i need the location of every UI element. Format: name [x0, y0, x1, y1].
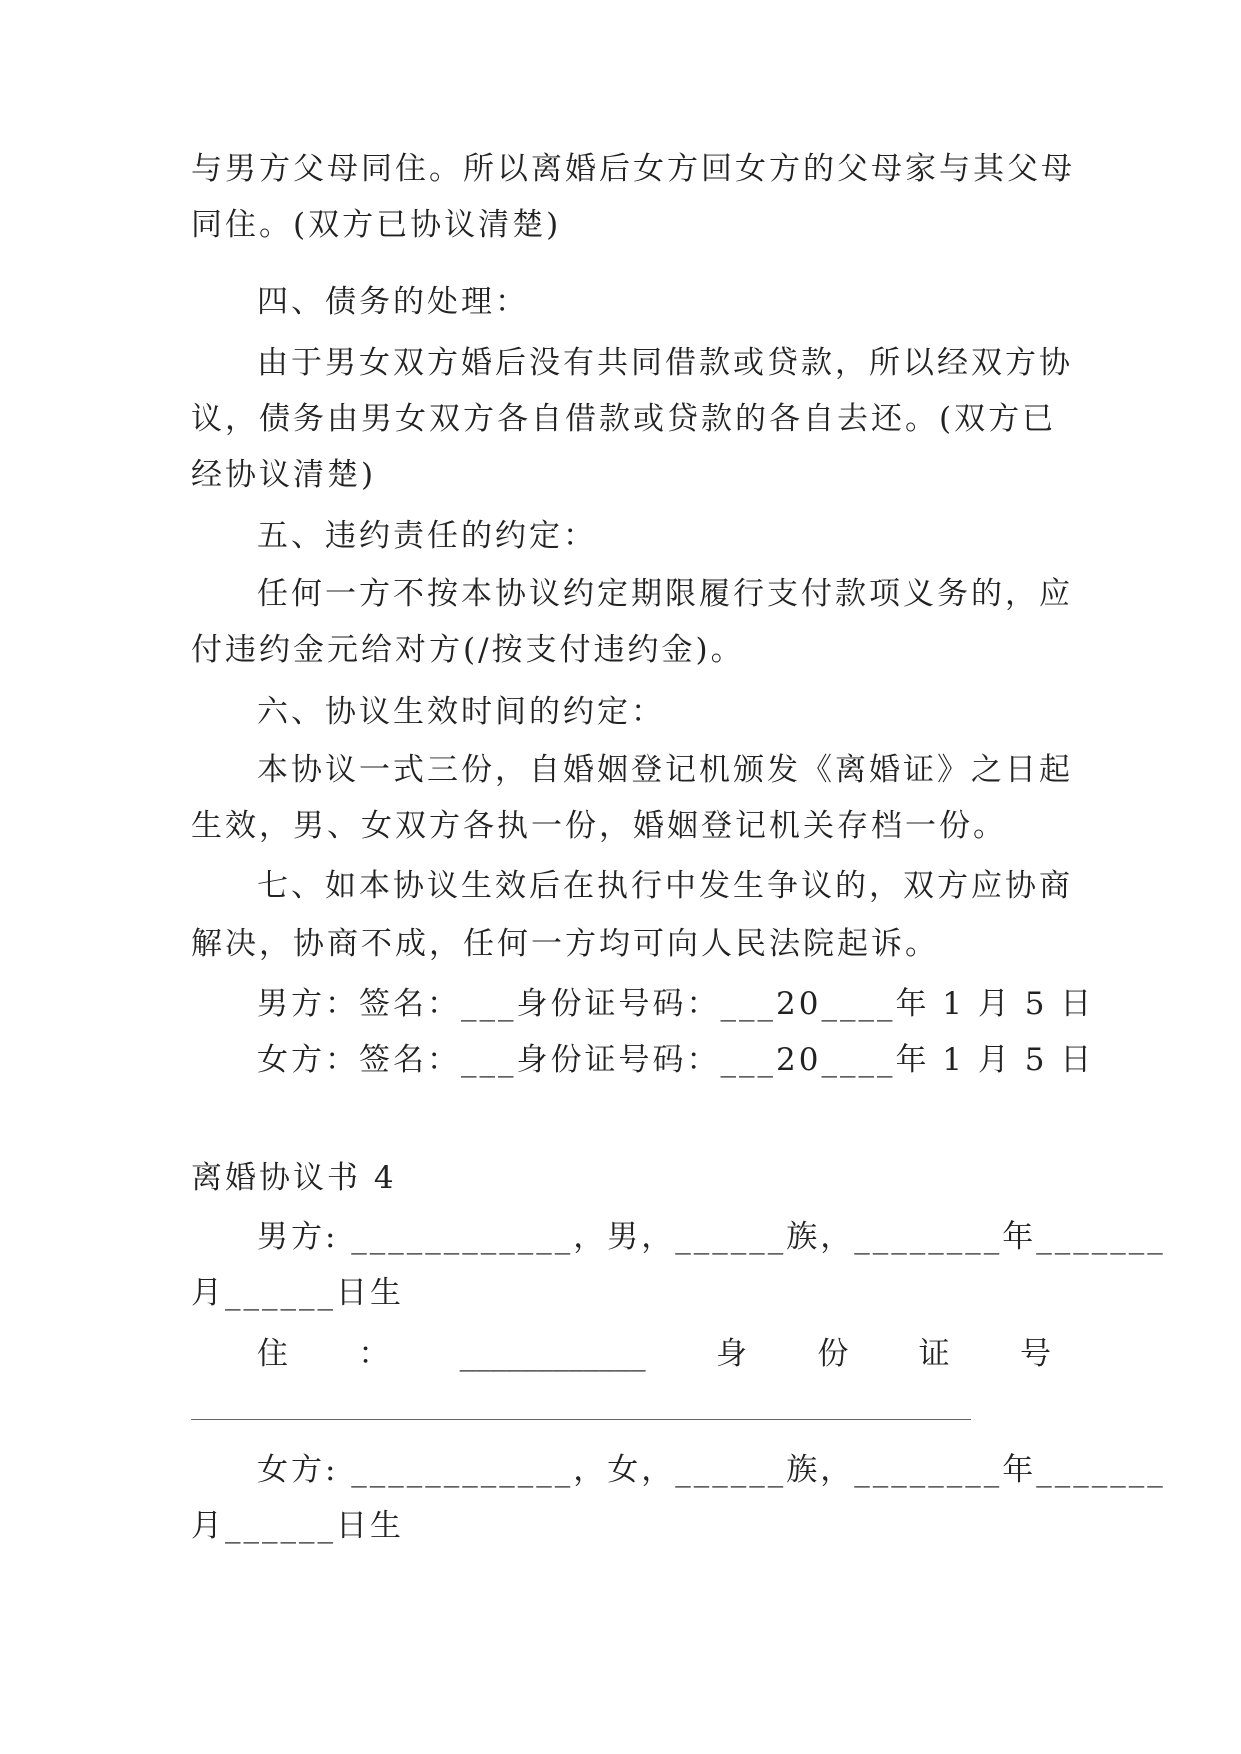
id-number-blank-rule [191, 1419, 971, 1420]
paragraph-line: 议，债务由男女双方各自借款或贷款的各自去还。(双方已 [191, 401, 1057, 437]
form-line-male: 男方: ____________，男，______族，________年_______ [257, 1219, 1166, 1255]
form-line-female: 女方: ____________，女，______族，________年_______ [257, 1452, 1166, 1488]
form-line-female-birth: 月______日生 [191, 1508, 404, 1544]
id-label-char: 身 [715, 1336, 747, 1372]
address-blank: ____________ [459, 1336, 646, 1372]
paragraph-line: 与男方父母同住。所以离婚后女方回女方的父母家与其父母 [191, 151, 1075, 187]
section-heading-debts: 四、债务的处理： [257, 284, 529, 320]
id-label-char: 号 [1019, 1336, 1051, 1372]
section-heading-liability: 五、违约责任的约定： [257, 518, 597, 554]
paragraph-line: 付违约金元给对方(/按支付违约金)。 [191, 632, 745, 668]
address-id-row [257, 1334, 1051, 1374]
id-label-char: 证 [918, 1336, 950, 1372]
paragraph-line: 同住。(双方已协议清楚) [191, 207, 562, 243]
address-colon: ： [358, 1336, 390, 1372]
form-line-male-birth: 月______日生 [191, 1275, 404, 1311]
paragraph-line: 七、如本协议生效后在执行中发生争议的，双方应协商 [257, 868, 1073, 904]
paragraph-line: 生效，男、女双方各执一份，婚姻登记机关存档一份。 [191, 808, 1007, 844]
paragraph-line: 经协议清楚) [191, 457, 377, 493]
section-title: 离婚协议书 4 [191, 1160, 397, 1196]
id-label-char: 份 [817, 1336, 849, 1372]
signature-line-male: 男方：签名：___身份证号码：___20____年 1 月 5 日 [257, 986, 1095, 1022]
address-label: 住 [257, 1336, 288, 1372]
paragraph-line: 任何一方不按本协议约定期限履行支付款项义务的，应 [257, 576, 1073, 612]
section-heading-effective: 六、协议生效时间的约定： [257, 694, 665, 730]
paragraph-line: 本协议一式三份，自婚姻登记机颁发《离婚证》之日起 [257, 752, 1073, 788]
paragraph-line: 解决，协商不成，任何一方均可向人民法院起诉。 [191, 926, 939, 962]
signature-line-female: 女方：签名：___身份证号码：___20____年 1 月 5 日 [257, 1042, 1095, 1078]
paragraph-line: 由于男女双方婚后没有共同借款或贷款，所以经双方协 [257, 345, 1073, 381]
